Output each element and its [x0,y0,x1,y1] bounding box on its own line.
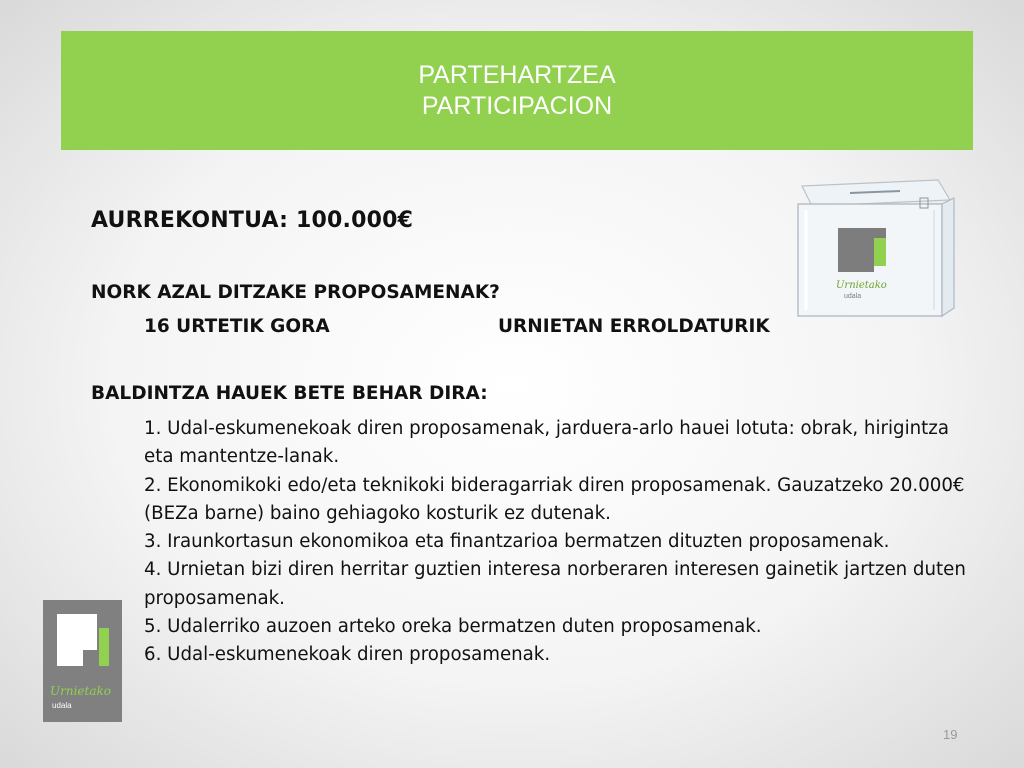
conditions-heading: BALDINTZA HAUEK BETE BEHAR DIRA: [91,383,488,404]
logo-brand-text: Urnietako [50,684,111,698]
svg-text:udala: udala [844,293,862,300]
title-basque: PARTEHARTZEA [418,60,616,89]
page-number: 19 [943,727,958,742]
age-requirement: 16 URTETIK GORA [144,316,330,337]
condition-item: 3. Iraunkortasun ekonomikoa eta finantzarioa bermatzen dituzten proposamenak. [144,531,890,553]
condition-item: 1. Udal-eskumenekoak diren proposamenak, jarduera-arlo hauei lotuta: obrak, hirigintza eta mantentze-lanak. [144,418,949,468]
who-can-propose-heading: NORK AZAL DITZAKE PROPOSAMENAK? [91,282,500,303]
ballot-box-icon [788,176,958,324]
title-spanish: PARTICIPACION [421,91,613,120]
condition-item: 4. Urnietan bizi diren herritar guztien interesa norberaren interesen gainetik jartzen duten proposamenak. [144,559,966,609]
svg-text:Urnietako: Urnietako [836,280,887,291]
slide-title-banner [61,31,973,150]
logo-mark-icon [53,610,111,670]
condition-item: 2. Ekonomikoki edo/eta teknikoki bideragarriak diren proposamenak. Gauzatzeko 20.000€ (BEZa barne) baino gehiagoko kosturik ez dutenak. [144,474,965,524]
who-can-propose-answers [144,316,844,337]
budget-heading: AURREKONTUA: 100.000€ [91,208,414,233]
residency-requirement: URNIETAN ERROLDATURIK [498,316,770,337]
condition-item: 5. Udalerriko auzoen arteko oreka bermatzen duten proposamenak. [144,616,762,638]
urnieta-logo [43,600,122,722]
condition-item: 6. Udal-eskumenekoak diren proposamenak. [144,644,551,666]
logo-sub-text: udala [52,701,72,710]
conditions-list [144,415,974,670]
